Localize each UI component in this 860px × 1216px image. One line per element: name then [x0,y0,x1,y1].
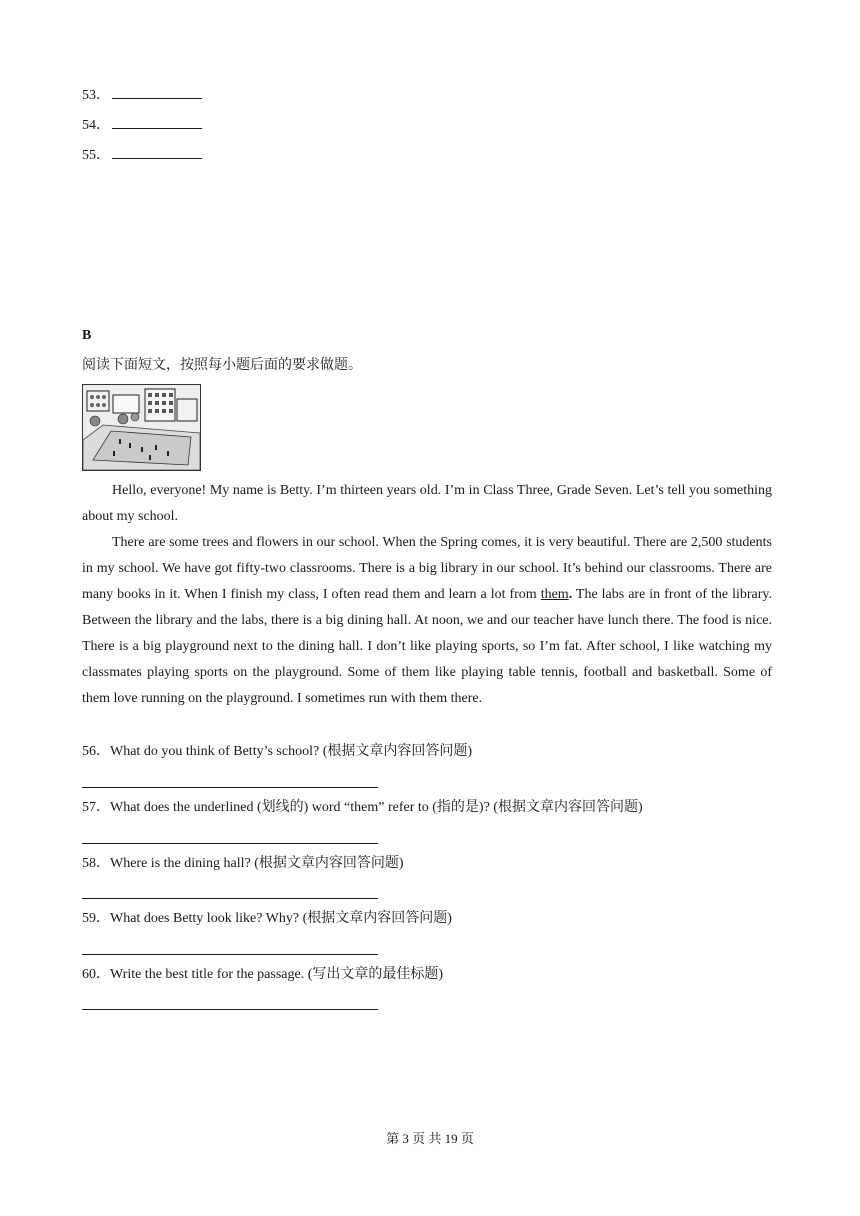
answer-line-60[interactable] [82,1009,378,1010]
blank-number: 54． [82,118,110,133]
section-instruction: 阅读下面短文，按照每小题后面的要求做题。 [82,358,362,373]
blank-line[interactable] [112,144,202,159]
school-illustration-drawing [83,385,200,470]
question-58: 58．Where is the dining hall? (根据文章内容回答问题) [82,856,404,871]
blank-line[interactable] [112,84,202,99]
passage-paragraph-1: Hello, everyone! My name is Betty. I’m thirteen years old. I’m in Class Three, Grade Seven. Let’s tell you something about my school. [82,483,772,524]
blank-number: 53． [82,88,110,103]
question-60: 60．Write the best title for the passage. (写出文章的最佳标题) [82,967,444,982]
question-57: 57．What does the underlined (划线的) word “them” refer to (指的是)? (根据文章内容回答问题) [82,800,643,815]
blank-54[interactable] [82,114,202,132]
answer-line-58[interactable] [82,898,378,899]
blank-53[interactable] [82,84,202,102]
blank-55[interactable] [82,144,202,162]
blank-line[interactable] [112,114,202,129]
passage-text-continued: . The labs are in front of the library. Between the library and the labs, there is a big dining hall. At noon, we and our teacher have lunch there. The food is nice. There is a big playground next to the dining hall. I don’t like playing sports, so I’m fat. After school, I like watching my classmates playing sports on the playground. Some of them like playing table tennis, football and basketball. Some of them love running on the playground. I sometimes run with them there. [82,587,772,706]
reading-passage [82,478,772,712]
question-59: 59．What does Betty look like? Why? (根据文章内容回答问题) [82,911,452,926]
school-illustration [82,384,201,471]
underlined-word: them [540,587,569,602]
passage-text: There are some trees and flowers in our school. When the Spring comes, it is very beautiful. There are 2,500 students in my school. We have got fifty-two classrooms. There is a big library in our school. It’s behind our classrooms. There are many books in it. When I finish my class, I often read them and learn a lot from [82,535,772,602]
page-footer: 第 3 页 共 19 页 [386,1131,474,1146]
answer-line-56[interactable] [82,787,378,788]
answer-line-59[interactable] [82,954,378,955]
blank-number: 55． [82,148,110,163]
question-56: 56．What do you think of Betty’s school? (根据文章内容回答问题) [82,744,473,759]
passage-paragraph-2 [82,530,772,712]
answer-line-57[interactable] [82,843,378,844]
section-label: B [82,328,92,343]
